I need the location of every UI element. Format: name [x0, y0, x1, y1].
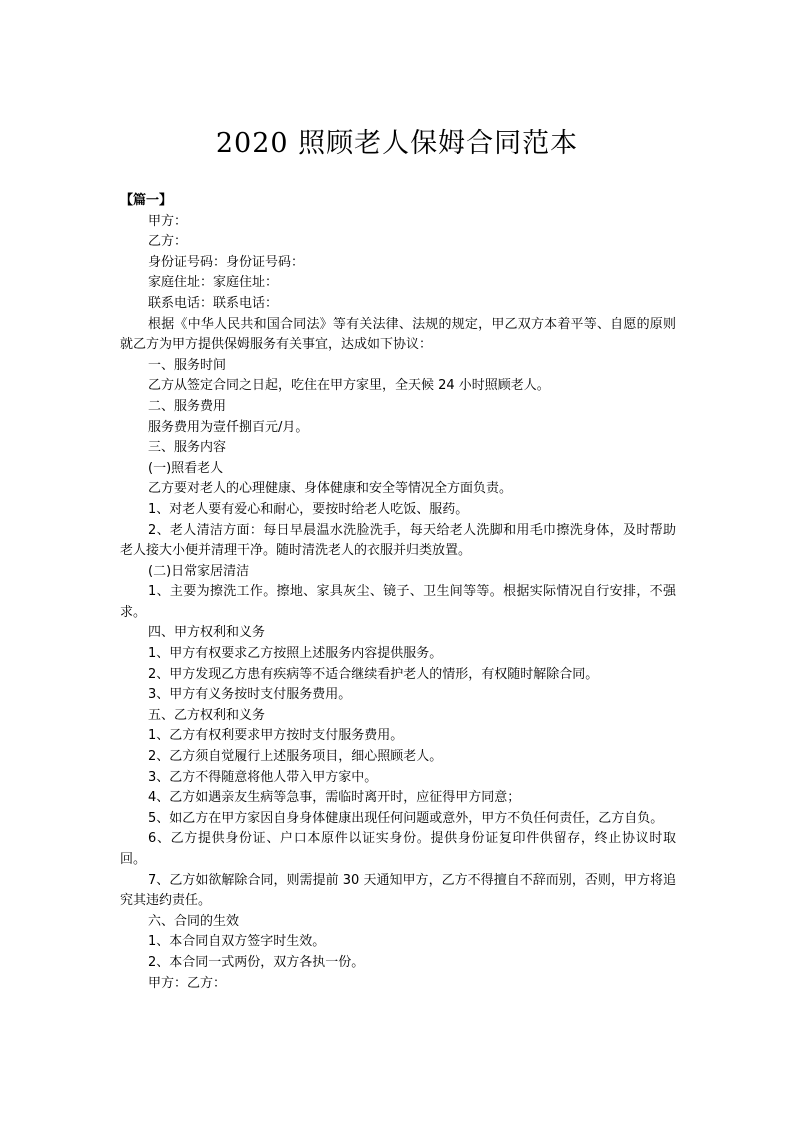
paragraph: (二)日常家居清洁 [148, 563, 250, 579]
paragraph: 甲方： [148, 213, 188, 229]
section-heading: 【篇一】 [120, 193, 173, 208]
paragraph: 乙方要对老人的心理健康、身体健康和安全等情况全方面负责。 [148, 481, 513, 497]
paragraph: 1、甲方有权要求乙方按照上述服务内容提供服务。 [148, 646, 443, 662]
paragraph: 家庭住址：家庭住址： [148, 275, 279, 291]
paragraph: 根据《中华人民共和国合同法》等有关法律、法规的规定，甲乙双方本着平等、自愿的原则就乙方为甲方提供保姆服务有关事宜，达成如下协议： [120, 316, 676, 353]
paragraph: 7、乙方如欲解除合同，则需提前 30 天通知甲方，乙方不得擅自不辞而别，否则，甲方将追究其违约责任。 [120, 872, 676, 909]
paragraph: 三、服务内容 [148, 440, 227, 456]
paragraph: 2、本合同一式两份，双方各执一份。 [148, 954, 365, 970]
paragraph: 五、乙方权利和义务 [148, 707, 266, 723]
paragraph: 四、甲方权利和义务 [148, 625, 266, 641]
paragraph: 4、乙方如遇亲友生病等急事，需临时离开时，应征得甲方同意； [148, 790, 521, 806]
paragraph: 1、本合同自双方签字时生效。 [148, 934, 326, 950]
paragraph: 六、合同的生效 [148, 913, 240, 929]
paragraph: 乙方从签定合同之日起，吃住在甲方家里，全天候 24 小时照顾老人。 [148, 378, 550, 394]
document-title: 2020 照顾老人保姆合同范本 [215, 128, 579, 159]
paragraph: 3、甲方有义务按时支付服务费用。 [148, 687, 352, 703]
paragraph: 乙方： [148, 234, 188, 250]
paragraph: 二、服务费用 [148, 398, 227, 414]
paragraph: 5、如乙方在甲方家因自身身体健康出现任何问题或意外，甲方不负任何责任，乙方自负。 [148, 810, 664, 826]
paragraph: 1、主要为擦洗工作。擦地、家具灰尘、镜子、卫生间等等。根据实际情况自行安排，不强求。 [120, 584, 676, 620]
paragraph: 3、乙方不得随意将他人带入甲方家中。 [148, 769, 378, 785]
paragraph: (一)照看老人 [148, 460, 224, 476]
paragraph: 2、乙方须自觉履行上述服务项目，细心照顾老人。 [148, 749, 443, 765]
paragraph: 一、服务时间 [148, 357, 227, 373]
paragraph: 2、老人清洁方面：每日早晨温水洗脸洗手，每天给老人洗脚和用毛巾擦洗身体，及时帮助老人接大小便并清理干净。随时清洗老人的衣服并归类放置。 [120, 522, 676, 559]
paragraph: 1、对老人要有爱心和耐心，要按时给老人吃饭、服药。 [148, 501, 469, 517]
paragraph: 服务费用为壹仟捌百元/月。 [148, 419, 309, 435]
document-body [120, 191, 676, 994]
paragraph: 身份证号码：身份证号码： [148, 254, 305, 270]
paragraph: 甲方：乙方： [148, 975, 227, 991]
paragraph: 6、乙方提供身份证、户口本原件以证实身份。提供身份证复印件供留存，终止协议时取回。 [120, 831, 676, 867]
paragraph: 联系电话：联系电话： [148, 295, 279, 311]
paragraph: 2、甲方发现乙方患有疾病等不适合继续看护老人的情形，有权随时解除合同。 [148, 666, 599, 682]
paragraph: 1、乙方有权利要求甲方按时支付服务费用。 [148, 728, 404, 744]
